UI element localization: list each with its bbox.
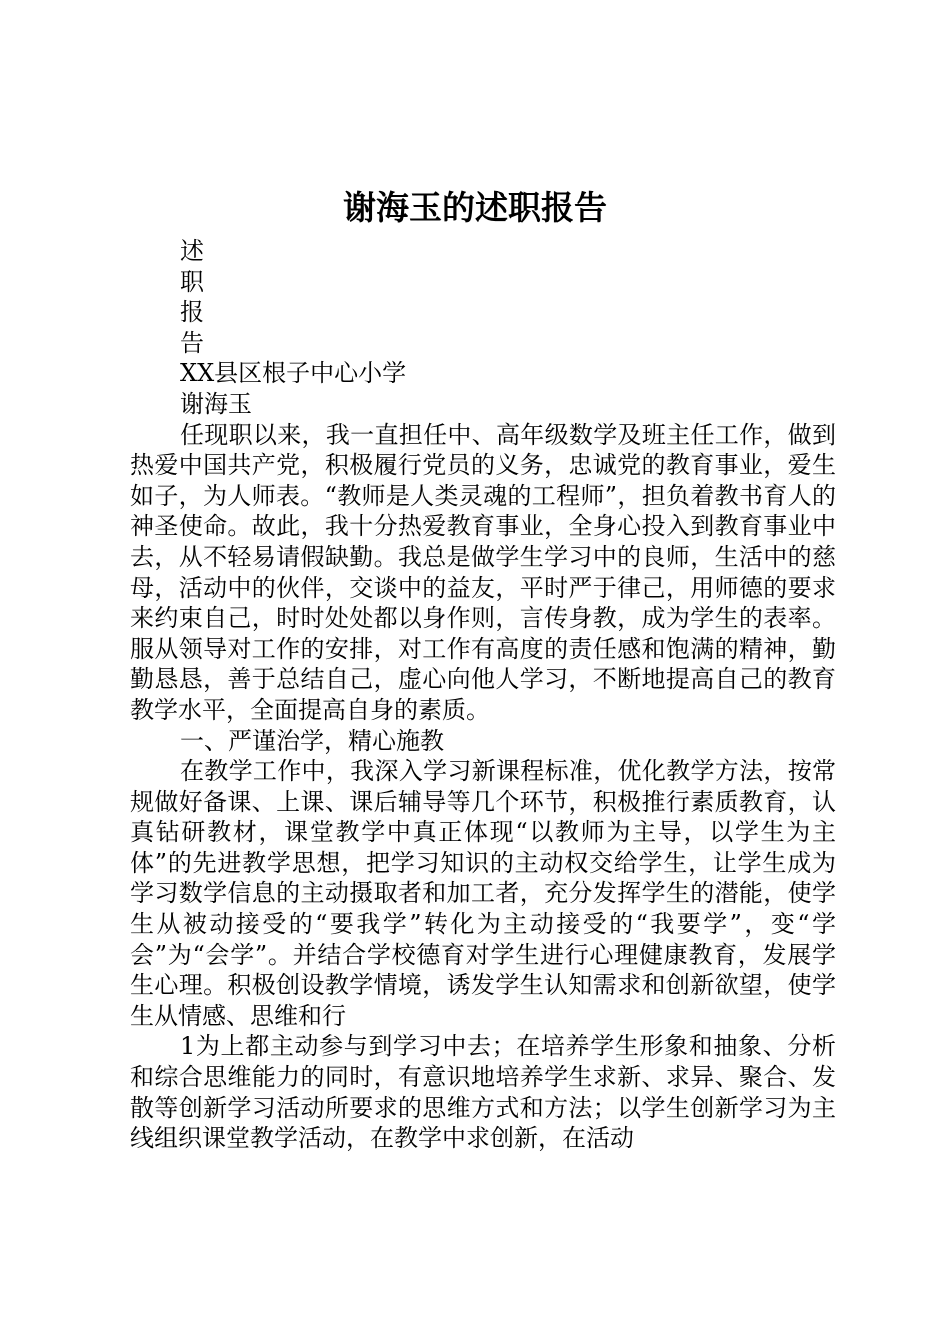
paragraph-intro: 任现职以来，我一直担任中、高年级数学及班主任工作，做到热爱中国共产党，积极履行党员的义务，忠诚党的教育事业，爱生如子，为人师表。“教师是人类灵魂的工程师”，担负着教书育人的神圣使命。故此，我十分热爱教育事业，全身心投入到教育事业中去，从不轻易请假缺勤。我总是做学生学习中的良师，生活中的慈母，活动中的伙伴，交谈中的益友，平时严于律己，用师德的要求来约束自己，时时处处都以身作则，言传身教，成为学生的表率。服从领导对工作的安排，对工作有高度的责任感和饱满的精神，勤勤恳恳，善于总结自己，虚心向他人学习，不断地提高自己的教育教学水平，全面提高自身的素质。 [130,420,836,724]
document-body [130,236,836,1154]
author-name: 谢海玉 [180,389,252,418]
header-char-3: 报 [180,298,204,327]
paragraph-continued: 1为上都主动参与到学习中去；在培养学生形象和抽象、分析和综合思维能力的同时，有意识地培养学生求新、求异、聚合、发散等创新学习活动所要求的思维方式和方法；以学生创新学习为主线组织课堂教学活动，在教学中求创新，在活动 [130,1032,836,1153]
school-name: XX县区根子中心小学 [180,359,407,388]
section-heading: 一、严谨治学，精心施教 [180,726,444,755]
header-char-2: 职 [180,267,204,296]
header-char-1: 述 [180,237,204,265]
header-char-4: 告 [180,328,204,357]
paragraph-teaching: 在教学工作中，我深入学习新课程标准，优化教学方法，按常规做好备课、上课、课后辅导等几个环节，积极推行素质教育，认真钻研教材，课堂教学中真正体现“以教师为主导，以学生为主体”的先进教学思想，把学习知识的主动权交给学生，让学生成为学习数学信息的主动摄取者和加工者，充分发挥学生的潜能，使学生从被动接受的“要我学”转化为主动接受的“我要学”，变“学会”为“会学”。并结合学校德育对学生进行心理健康教育，发展学生心理。积极创设教学情境，诱发学生认知需求和创新欲望，使学生从情感、思维和行 [130,757,836,1030]
document-title: 谢海玉的述职报告 [343,188,607,227]
